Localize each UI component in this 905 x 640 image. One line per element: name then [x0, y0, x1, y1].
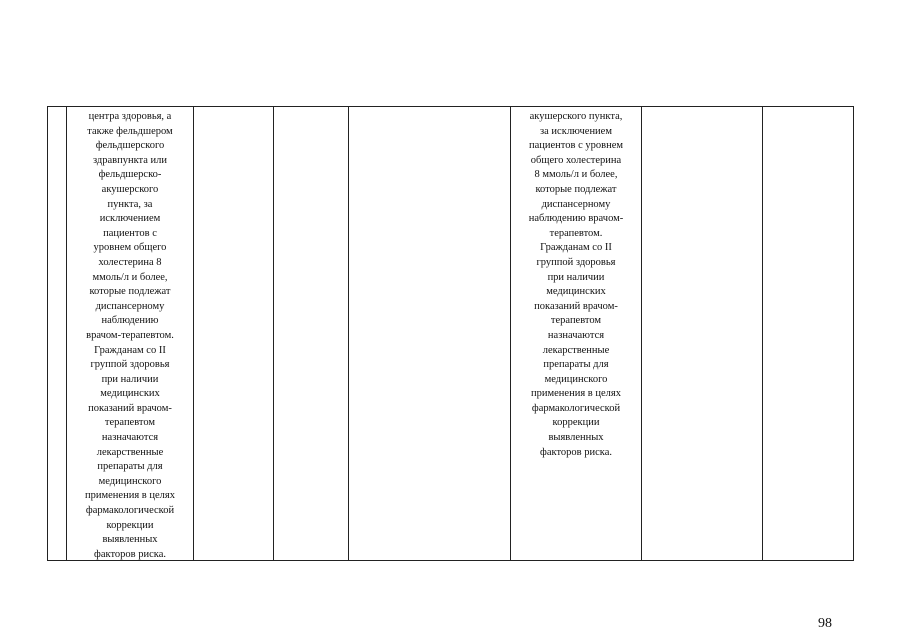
cell-text-left: центра здоровья, а также фельдшером фельдшерского здравпункта или фельдшерско- акушерского пункта, за исключением пациентов с уровнем общего холестерина 8 ммоль/л и более, которые подлежат диспансерному наблюдению врачом-терапевтом. Гражданам со II группой здоровья при наличии медицинских показаний врачом- терапевтом назначаются лекарственные препараты для медицинского применения в целях фармакологической коррекции выявленных факторов риска.: [85, 111, 175, 560]
column-divider: [762, 107, 763, 560]
column-divider: [641, 107, 642, 560]
column-divider: [193, 107, 194, 560]
document-table: [47, 106, 854, 561]
page-number: 98: [818, 616, 832, 631]
column-divider: [273, 107, 274, 560]
cell-text-middle: акушерского пункта, за исключением пациентов с уровнем общего холестерина 8 ммоль/л и более, которые подлежат диспансерному наблюдению врачом- терапевтом. Гражданам со II группой здоровья при наличии медицинских показаний врачом- терапевтом назначаются лекарственные препараты для медицинского применения в целях фармакологической коррекции выявленных факторов риска.: [528, 111, 624, 458]
column-divider: [348, 107, 349, 560]
